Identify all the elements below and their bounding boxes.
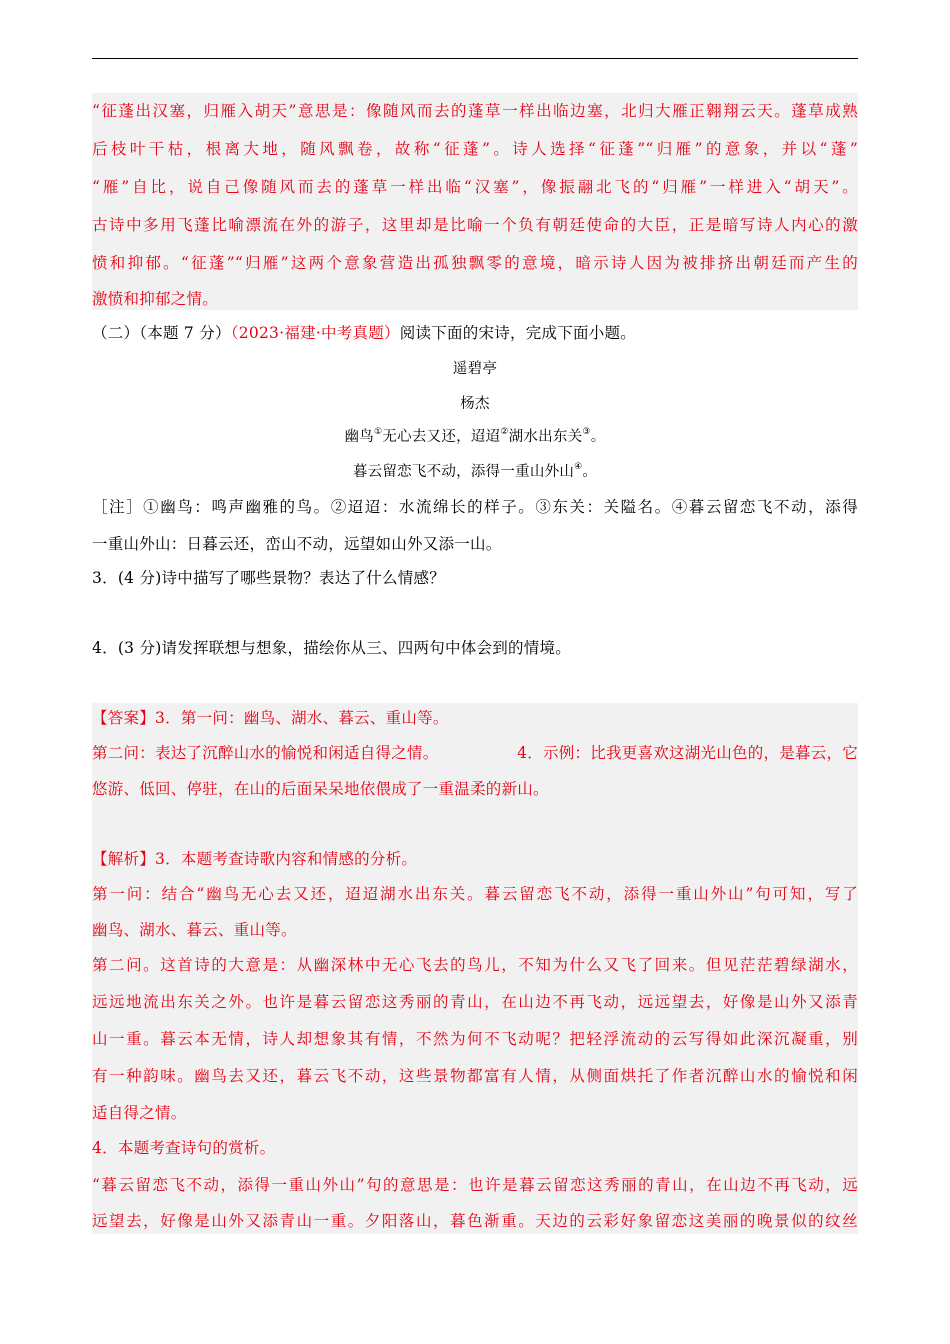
question-3: 3．(4 分)诗中描写了哪些景物？表达了什么情感？ — [92, 569, 445, 587]
section-source: （2023·福建·中考真题） — [230, 324, 400, 342]
header-rule — [92, 58, 858, 59]
analysis-line: “征蓬出汉塞，归雁入胡天”意思是：像随风而去的蓬草一样出临边塞，北归大雁正翱翔云天。蓬草成熟 — [92, 102, 858, 120]
explanation-line: 远望去，好像是山外又添青山一重。夕阳落山，暮色渐重。天边的云彩好象留恋这美丽的晚景似的纹丝 — [92, 1212, 858, 1230]
analysis-line: 激愤和抑郁之情。 — [92, 290, 219, 308]
poem-author: 杨杰 — [460, 396, 490, 412]
section-prefix: （二）（本题 7 分） — [92, 324, 231, 342]
footnote-marker: ② — [500, 427, 509, 437]
section-instruction: 阅读下面的宋诗，完成下面小题。 — [399, 324, 637, 342]
explanation-line: 幽鸟、湖水、暮云、重山等。 — [92, 921, 297, 939]
answer-line: 悠游、低回、停驻，在山的后面呆呆地依偎成了一重温柔的新山。 — [92, 780, 549, 798]
footnote-marker: ④ — [574, 462, 583, 472]
poem-text: 无心去又还，迢迢 — [382, 429, 501, 445]
analysis-line: 古诗中多用飞蓬比喻漂流在外的游子，这里却是比喻一个负有朝廷使命的大臣，正是暗写诗人内心的激 — [92, 216, 858, 234]
question-4: 4．(3 分)请发挥联想与想象，描绘你从三、四两句中体会到的情境。 — [92, 639, 571, 657]
answer-line — [92, 711, 858, 727]
answer-line — [92, 746, 858, 762]
explanation-line: 适自得之情。 — [92, 1104, 187, 1122]
explanation-line — [92, 852, 858, 868]
analysis-line: “雁”自比，说自己像随风而去的蓬草一样出临“汉塞”，像振翮北飞的“归雁”一样进入“胡天”。 — [92, 178, 858, 196]
explanation-line: 有一种韵味。幽鸟去又还，暮云飞不动，这些景物都富有人情，从侧面烘托了作者沉醉山水的愉悦和闲 — [92, 1067, 858, 1085]
section-heading — [92, 326, 858, 342]
explanation-line: 4．本题考查诗句的赏析。 — [92, 1139, 276, 1157]
explanation-line: 远远地流出东关之外。也许是暮云留恋这秀丽的青山，在山边不再飞动，远远望去，好像是山外又添青 — [92, 993, 858, 1011]
answer-text: 4．示例：比我更喜欢这湖光山色的，是暮云，它 — [517, 744, 858, 762]
answer-text: 第二问：表达了沉醉山水的愉悦和闲适自得之情。 — [92, 744, 439, 762]
explanation-line: 第二问。这首诗的大意是：从幽深林中无心飞去的鸟儿，不知为什么又飞了回来。但见茫茫碧绿湖水， — [92, 956, 858, 974]
explanation-line: 第一问：结合“幽鸟无心去又还，迢迢湖水出东关。暮云留恋飞不动，添得一重山外山”句可知，写了 — [92, 885, 858, 903]
poem-text: 。 — [582, 464, 598, 480]
poem-text: 。 — [590, 429, 606, 445]
notes-line: 一重山外山：日暮云还，峦山不动，远望如山外又添一山。 — [92, 535, 502, 553]
notes-line: ［注］①幽鸟：鸣声幽雅的鸟。②迢迢：水流绵长的样子。③东关：关隘名。④暮云留恋飞不动，添得 — [92, 498, 858, 516]
answer-tag: 【答案】 — [92, 709, 156, 727]
analysis-block-1 — [92, 93, 858, 310]
poem-line-1 — [92, 427, 858, 445]
answer-text: 3．第一问：幽鸟、湖水、暮云、重山等。 — [155, 709, 449, 727]
poem-text: 幽鸟 — [344, 429, 374, 445]
explanation-tag: 【解析】 — [92, 850, 156, 868]
footnote-marker: ① — [374, 427, 383, 437]
poem-line-2 — [92, 462, 858, 480]
explanation-text: 3．本题考查诗歌内容和情感的分析。 — [155, 850, 418, 868]
explanation-line: “暮云留恋飞不动，添得一重山外山”句的意思是：也许是暮云留恋这秀丽的青山，在山边不再飞动，远 — [92, 1176, 858, 1194]
poem-title: 遥碧亭 — [452, 361, 498, 377]
poem-text: 湖水出东关 — [508, 429, 583, 445]
analysis-line: 愤和抑郁。“征蓬”“归雁”这两个意象营造出孤独飘零的意境，暗示诗人因为被排挤出朝廷而产生的 — [92, 254, 858, 272]
poem-text: 暮云留恋飞不动，添得一重山外山 — [352, 464, 575, 480]
footnote-marker: ③ — [582, 427, 591, 437]
analysis-line: 后枝叶干枯，根离大地，随风飘卷，故称“征蓬”。诗人选择“征蓬”“归雁”的意象，并以“蓬” — [92, 140, 858, 158]
explanation-line: 山一重。暮云本无情，诗人却想象其有情，不然为何不飞动呢？把轻浮流动的云写得如此深沉凝重，别 — [92, 1030, 858, 1048]
